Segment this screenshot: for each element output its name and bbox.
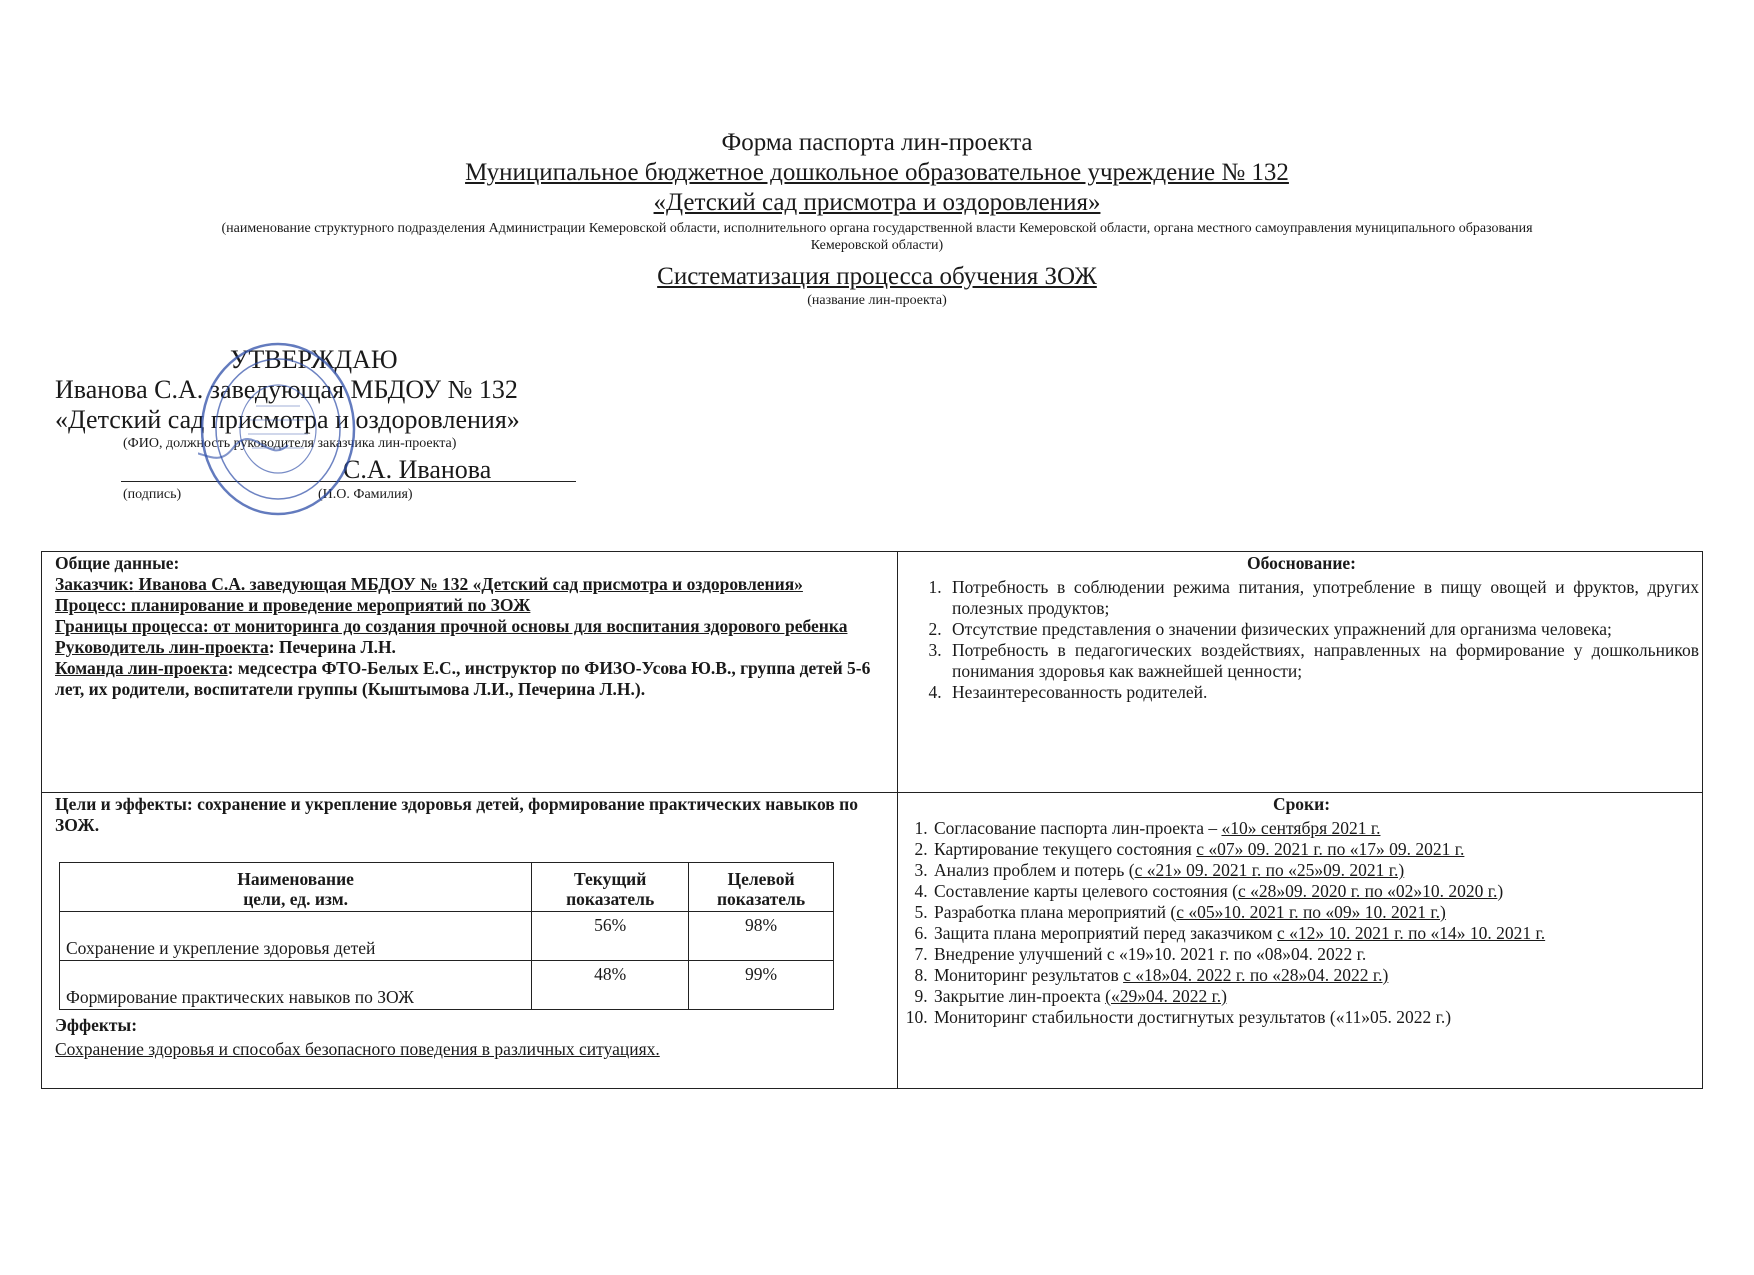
goals-heading: Цели и эффекты: сохранение и укрепление здоровья детей, формирование практических навыков по ЗОЖ. <box>55 794 858 835</box>
term-label: Закрытие лин-проекта <box>934 986 1106 1006</box>
term-item <box>932 923 1699 944</box>
column-divider <box>897 552 898 1088</box>
term-tail: ) <box>1497 881 1504 901</box>
term-date: «10» сентября 2021 г. <box>1221 818 1381 838</box>
term-date: с «07» 09. 2021 г. по «17» 09. 2021 г. <box>1196 839 1465 859</box>
organization-name-line1: Муниципальное бюджетное дошкольное образовательное учреждение № 132 <box>465 159 1289 186</box>
term-item <box>932 902 1699 923</box>
kpi-header-name-line1: Наименование <box>237 869 354 889</box>
approver-line1: Иванова С.А. заведующая МБДОУ № 132 <box>55 375 518 404</box>
term-label: Мониторинг результатов <box>934 965 1124 985</box>
team-label: Команда лин-проекта <box>55 658 228 678</box>
name-caption: (И.О. Фамилия) <box>318 487 413 502</box>
form-title: Форма паспорта лин-проекта <box>721 129 1033 156</box>
kpi-header-target: Целевой показатель <box>689 863 834 912</box>
process-value: планирование и проведение мероприятий по ЗОЖ <box>126 595 531 615</box>
signature-row <box>55 453 615 487</box>
kpi-name: Сохранение и укрепление здоровья детей <box>60 912 532 961</box>
approver-note: (ФИО, должность руководителя заказчика лин-проекта) <box>123 436 457 451</box>
customer-field <box>55 574 890 595</box>
term-item <box>932 860 1699 881</box>
bounds-label: Границы процесса: <box>55 616 209 636</box>
leader-field <box>55 637 890 658</box>
term-item <box>932 965 1699 986</box>
term-item <box>932 986 1699 1007</box>
terms-list <box>904 818 1699 1028</box>
kpi-header-current: Текущий показатель <box>532 863 689 912</box>
term-label: Картирование текущего состояния <box>934 839 1197 859</box>
term-item <box>932 1007 1699 1028</box>
kpi-target: 99% <box>689 961 834 1010</box>
bounds-field <box>55 616 890 637</box>
signature-caption: (подпись) <box>123 487 182 502</box>
project-name: Систематизация процесса обучения ЗОЖ <box>657 263 1097 290</box>
term-label: Разработка плана мероприятий ( <box>934 902 1177 922</box>
term-label: Защита плана мероприятий перед заказчиком <box>934 923 1277 943</box>
table-row <box>60 961 834 1010</box>
basis-item: 2. Отсутствие представления о значении физических упражнений для организма человека; <box>946 619 1699 640</box>
term-date: с «21» 09. 2021 г. по «25»09. 2021 г.) <box>1134 860 1405 880</box>
kpi-header-name-line2: цели, ед. изм. <box>243 889 349 909</box>
kpi-header-row <box>60 863 834 912</box>
leader-value: : Печерина Л.Н. <box>268 637 396 657</box>
table-row <box>60 912 834 961</box>
project-name-note: (название лин-проекта) <box>807 293 947 308</box>
team-field <box>55 658 890 700</box>
term-date: с «18»04. 2022 г. по «28»04. 2022 г.) <box>1123 965 1389 985</box>
signature-captions <box>55 487 615 507</box>
term-label: Составление карты целевого состояния ( <box>934 881 1238 901</box>
goals-cell <box>55 794 890 836</box>
basis-heading: Обоснование: <box>1246 553 1356 573</box>
basis-cell <box>904 553 1699 703</box>
basis-list <box>904 577 1699 703</box>
term-date: («29»04. 2022 г.) <box>1105 986 1227 1006</box>
terms-heading: Сроки: <box>1272 794 1331 814</box>
term-item <box>932 881 1699 902</box>
term-label: Внедрение улучшений с «19»10. 2021 г. по «08»04. 2022 г. <box>934 944 1367 964</box>
effects-text: Сохранение здоровья и способах безопасного поведения в различных ситуациях. <box>55 1039 660 1059</box>
kpi-target: 98% <box>689 912 834 961</box>
effects-cell <box>55 1015 890 1060</box>
term-date: с «05»10. 2021 г. по «09» 10. 2021 г.) <box>1176 902 1446 922</box>
customer-label: Заказчик: <box>55 574 135 594</box>
term-item <box>932 944 1699 965</box>
term-label: Мониторинг стабильности достигнутых результатов («11»05. 2022 г.) <box>934 1007 1452 1027</box>
basis-item: 1. Потребность в соблюдении режима питания, употребление в пищу овощей и фруктов, других полезных продуктов; <box>946 577 1699 619</box>
row-divider <box>42 792 1702 793</box>
approval-block <box>55 345 615 507</box>
approval-title: УТВЕРЖДАЮ <box>230 345 398 374</box>
kpi-current: 48% <box>532 961 689 1010</box>
document-header <box>0 128 1754 309</box>
kpi-header-name <box>60 863 532 912</box>
leader-label: Руководитель лин-проекта <box>55 637 269 657</box>
effects-heading: Эффекты: <box>55 1015 138 1035</box>
signer-name: С.А. Иванова <box>343 455 492 484</box>
basis-item: 4. Незаинтересованность родителей. <box>946 682 1699 703</box>
term-item <box>932 818 1699 839</box>
term-item <box>932 839 1699 860</box>
approver-line2: «Детский сад присмотра и оздоровления» <box>55 405 520 434</box>
process-label: Процесс: <box>55 595 127 615</box>
general-heading: Общие данные: <box>55 553 180 573</box>
term-label: Анализ проблем и потерь ( <box>934 860 1135 880</box>
kpi-current: 56% <box>532 912 689 961</box>
bounds-value: от мониторинга до создания прочной основы для воспитания здорового ребенка <box>208 616 848 636</box>
goals-kpi-table <box>59 862 834 1010</box>
organization-note: (наименование структурного подразделения Администрации Кемеровской области, исполнительного органа государственной власти Кемеровской области, органа местного самоуправления муниципального образования Кемеровской области) <box>221 221 1533 253</box>
customer-value: Иванова С.А. заведующая МБДОУ № 132 «Детский сад присмотра и оздоровления» <box>134 574 803 594</box>
term-label: Согласование паспорта лин-проекта – <box>934 818 1222 838</box>
general-data-cell <box>55 553 890 700</box>
process-field <box>55 595 890 616</box>
term-date: с «12» 10. 2021 г. по «14» 10. 2021 г. <box>1276 923 1546 943</box>
basis-item: 3. Потребность в педагогических воздействиях, направленных на формирование у дошкольников понимания здоровья как важнейшей ценности; <box>946 640 1699 682</box>
team-value: : медсестра ФТО-Белых Е.С., инструктор по ФИЗО-Усова Ю.В., группа детей 5-6 лет, их родители, воспитатели группы (Кыштымова Л.И., Печерина Л.Н.). <box>55 658 871 699</box>
term-date: с «28»09. 2020 г. по «02»10. 2020 г. <box>1237 881 1498 901</box>
terms-cell <box>904 794 1699 1028</box>
kpi-name: Формирование практических навыков по ЗОЖ <box>60 961 532 1010</box>
organization-name-line2: «Детский сад присмотра и оздоровления» <box>653 189 1101 216</box>
